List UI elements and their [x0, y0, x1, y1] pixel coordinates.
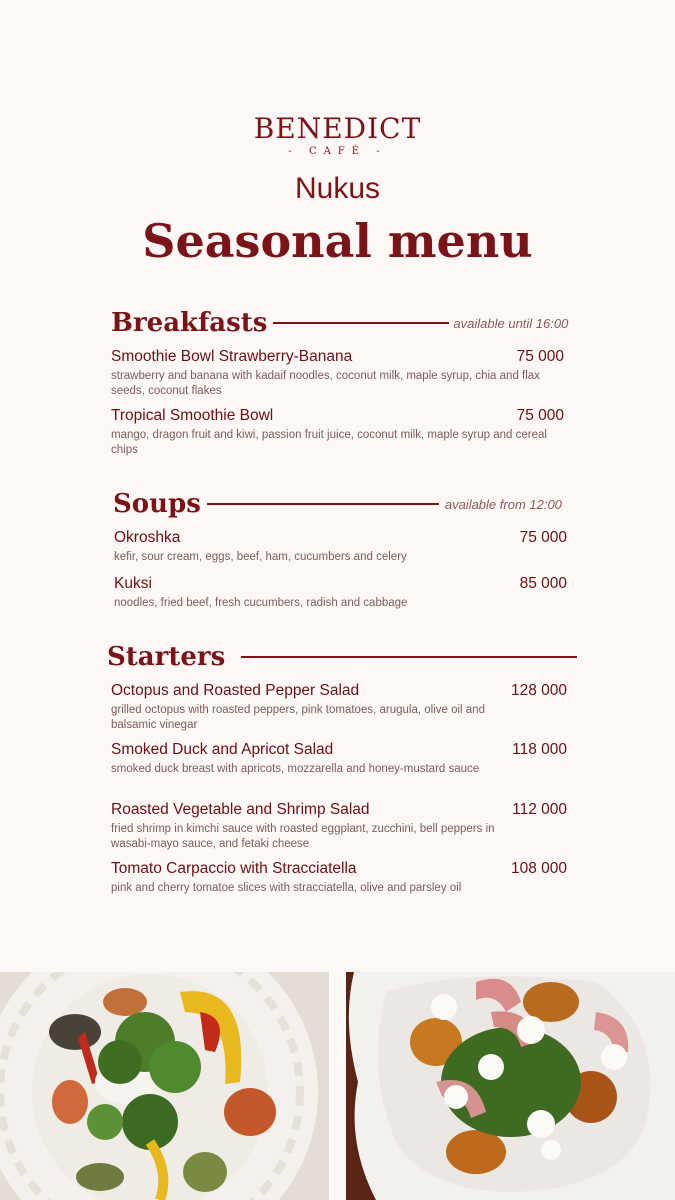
availability-note: available until 16:00 [453, 315, 569, 331]
section-header-breakfasts [111, 308, 568, 338]
item-name: Okroshka [114, 529, 181, 546]
section-title: Breakfasts [111, 308, 268, 338]
item-price: 118 000 [512, 741, 567, 758]
section-title: Soups [113, 489, 201, 519]
section-divider [207, 503, 439, 505]
city-name: Nukus [294, 172, 381, 205]
smoked-duck-apricot-salad-photo [346, 972, 675, 1200]
brand-sub-text: CAFÉ [308, 146, 367, 157]
section-header-soups [113, 489, 562, 519]
availability-note: available from 12:00 [444, 496, 562, 512]
page-title: Seasonal menu [142, 214, 533, 268]
duck-salad-illustration [346, 972, 675, 1200]
brand-logo: BENEDICT [253, 112, 422, 145]
item-price: 108 000 [510, 860, 567, 877]
salad-plate-illustration [0, 972, 329, 1200]
item-name: Smoothie Bowl Strawberry-Banana [111, 348, 353, 365]
item-description: mango, dragon fruit and kiwi, passion fruit juice, coconut milk, maple syrup and cereal chips [111, 429, 547, 456]
item-description: grilled octopus with roasted peppers, pink tomatoes, arugula, olive oil and balsamic vinegar [111, 704, 485, 731]
grilled-vegetable-shrimp-salad-photo [0, 972, 329, 1200]
section-header-starters [107, 642, 577, 672]
item-price: 85 000 [519, 575, 567, 592]
item-name: Octopus and Roasted Pepper Salad [111, 682, 360, 699]
section-divider [241, 656, 577, 658]
item-description: smoked duck breast with apricots, mozzarella and honey-mustard sauce [111, 763, 480, 775]
item-price: 75 000 [519, 529, 567, 546]
item-price: 128 000 [510, 682, 567, 699]
item-price: 75 000 [516, 348, 564, 365]
item-name: Tropical Smoothie Bowl [111, 407, 274, 424]
item-price: 75 000 [516, 407, 564, 424]
item-name: Kuksi [114, 575, 152, 592]
item-description: kefir, sour cream, eggs, beef, ham, cucumbers and celery [114, 551, 407, 563]
item-name: Tomato Carpaccio with Stracciatella [111, 860, 357, 877]
section-title: Starters [107, 642, 226, 672]
item-description: pink and cherry tomatoe slices with stracciatella, olive and parsley oil [111, 882, 462, 894]
item-name: Roasted Vegetable and Shrimp Salad [111, 801, 370, 818]
item-name: Smoked Duck and Apricot Salad [111, 741, 334, 758]
item-description: noodles, fried beef, fresh cucumbers, radish and cabbage [114, 597, 408, 609]
item-description: strawberry and banana with kadaif noodles, coconut milk, maple syrup, chia and flax seeds, coconut flakes [111, 370, 540, 397]
item-price: 112 000 [512, 801, 567, 818]
item-description: fried shrimp in kimchi sauce with roasted eggplant, zucchini, bell peppers in wasabi-mayo sauce, and fetaki cheese [111, 823, 495, 850]
section-divider [273, 322, 449, 324]
brand-sub: - CAFÉ - [288, 146, 387, 157]
